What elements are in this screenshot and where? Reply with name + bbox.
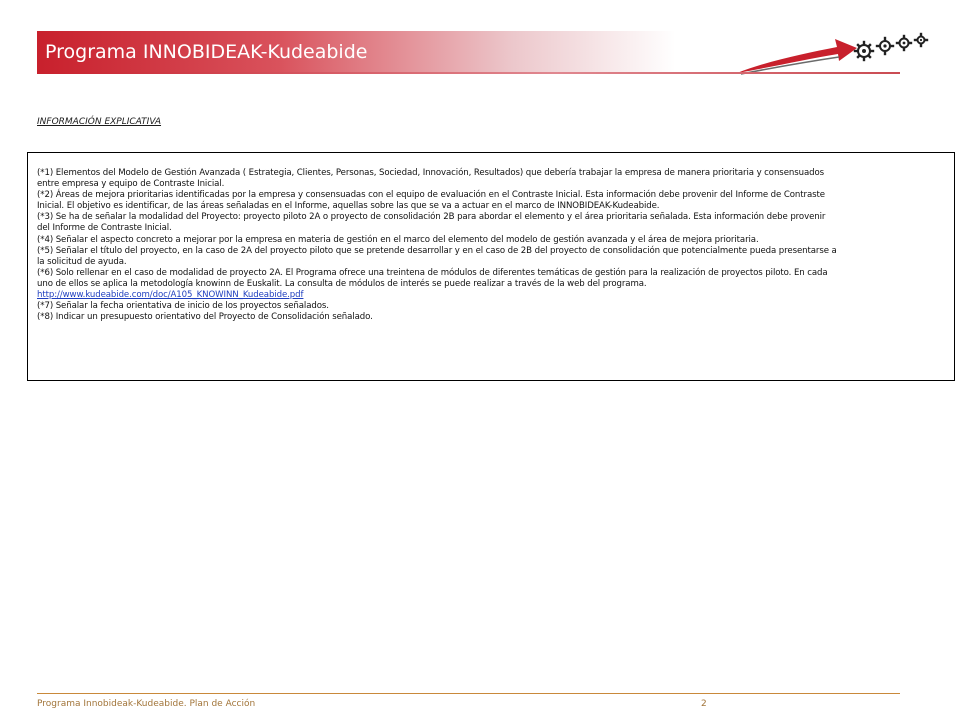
section-title: INFORMACIÓN EXPLICATIVA <box>37 117 162 127</box>
note-line: (*2) Áreas de mejora prioritarias identificadas por la empresa y consensuadas con el equipo de evaluación en el Contraste Inicial. Esta información debe provenir del Informe de Contraste <box>37 190 825 201</box>
note-line: (*6) Solo rellenar en el caso de modalidad de proyecto 2A. El Programa ofrece una treintena de módulos de diferentes temáticas de gestión para la realización de proyectos piloto. En cada <box>37 267 828 278</box>
header-underline <box>37 72 900 74</box>
explanatory-notes-text <box>37 168 960 323</box>
footer-rule <box>37 693 900 694</box>
note-line-link <box>37 290 960 301</box>
note-line: (*8) Indicar un presupuesto orientativo del Proyecto de Consolidación señalado. <box>37 312 373 323</box>
note-line: del Informe de Contraste Inicial. <box>37 223 172 234</box>
knowinn-pdf-link[interactable]: http://www.kudeabide.com/doc/A105_KNOWINN_Kudeabide.pdf <box>37 290 304 301</box>
note-line: (*5) Señalar el título del proyecto, en la caso de 2A del proyecto piloto que se pretende desarrollar y en el caso de 2B del proyecto de consolidación que potencialmente pueda presentarse a <box>37 245 837 256</box>
header-banner <box>37 31 900 74</box>
note-line: (*4) Señalar el aspecto concreto a mejorar por la empresa en materia de gestión en el marco del elemento del modelo de gestión avanzada y el área de mejora prioritaria. <box>37 234 759 245</box>
page-title: Programa INNOBIDEAK-Kudeabide <box>45 41 368 63</box>
footer-title: Programa Innobideak-Kudeabide. Plan de Acción <box>37 699 256 709</box>
note-line: Inicial. El objetivo es identificar, de las áreas señaladas en el Informe, aquellas sobre las que se va a actuar en el marco de INNOBIDEAK-Kudeabide. <box>37 201 660 212</box>
note-line: (*7) Señalar la fecha orientativa de inicio de los proyectos señalados. <box>37 301 329 312</box>
arrow-gears-icon <box>697 31 937 75</box>
note-line: entre empresa y equipo de Contraste Inicial. <box>37 179 225 190</box>
page-number: 2 <box>701 699 707 709</box>
explanatory-notes-box <box>27 152 955 381</box>
note-line: uno de ellos se aplica la metodología knowinn de Euskalit. La consulta de módulos de interés se puede realizar a través de la web del programa. <box>37 278 647 289</box>
note-line: (*1) Elementos del Modelo de Gestión Avanzada ( Estrategia, Clientes, Personas, Sociedad, Innovación, Resultados) que debería trabajar la empresa de manera prioritaria y consensuados <box>37 168 825 178</box>
note-line: la solicitud de ayuda. <box>37 256 127 267</box>
note-line: (*3) Se ha de señalar la modalidad del Proyecto: proyecto piloto 2A o proyecto de consolidación 2B para abordar el elemento y el área prioritaria señalada. Esta información debe provenir <box>37 212 826 223</box>
